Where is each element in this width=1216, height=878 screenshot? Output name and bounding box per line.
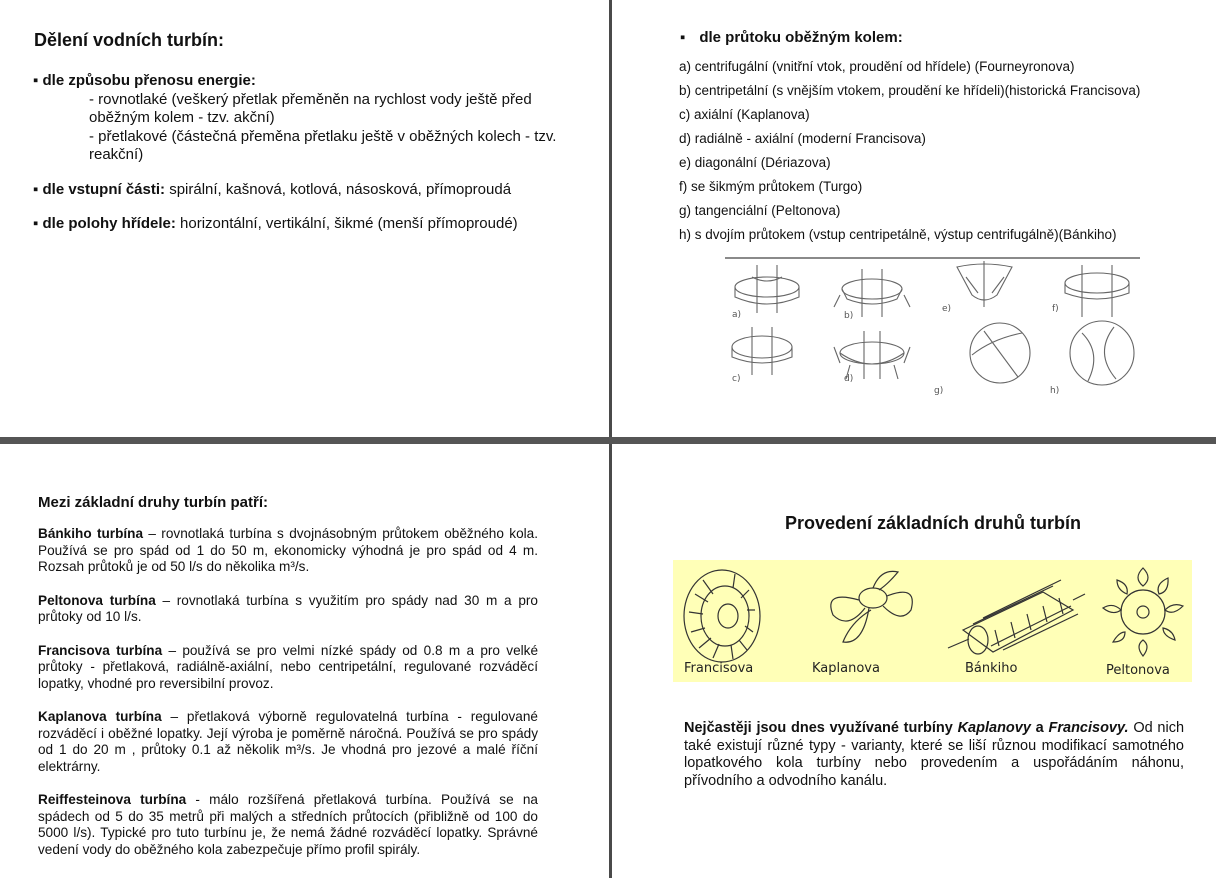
list-item-energy-transfer (33, 72, 593, 165)
list-item: b) centripetální (s vnějším vtokem, proudění ke hřídeli)(historická Francisova) (679, 83, 1141, 98)
label-pelton: Peltonova (1106, 663, 1170, 678)
turbine-usage-paragraph (684, 720, 1184, 790)
list-item: c) axiální (Kaplanova) (679, 107, 810, 122)
francis-runner-icon (684, 570, 760, 662)
sketch-g-icon (970, 323, 1030, 383)
sketch-a-icon (735, 265, 799, 313)
list-item: h) s dvojím průtokem (vstup centripetálně, výstup centrifugálně)(Bánkiho) (679, 227, 1117, 242)
paragraph-banki (38, 526, 538, 576)
list-item: e) diagonální (Dériazova) (679, 155, 831, 170)
list-item: a) centrifugální (vnitřní vtok, proudění od hřídele) (Fourneyronova) (679, 59, 1075, 74)
slide-title-text: dle průtoku oběžným kolem: (699, 29, 903, 46)
para-and: a (1030, 720, 1049, 736)
kaplan-runner-icon (831, 571, 912, 642)
turbine-text: – používá se pro velmi nízké spády od 0.8 m a pro velké průtoky - přetlaková, radiálně-axiální, nebo centripetální, regulované rozváděcí lopatky, vhodné pro reversibilní provoz. (38, 642, 539, 691)
label-francis: Francisova (684, 661, 754, 676)
sub-item-reaction: - přetlakové (částečná přeměna přetlaku ještě v oběžných kolech - tzv. reakční) (89, 127, 557, 163)
para-kaplan: Kaplanovy (957, 720, 1031, 736)
banki-runner-icon (948, 580, 1085, 654)
sketch-label-b: b) (844, 311, 854, 321)
flow-type-list (679, 58, 1140, 250)
turbine-text: – rovnotlaká turbína s dvojnásobným průtokem oběžného kola. Používá se pro spád od 1 do 50 m, ekonomicky výhodná je pro spád od 4 m. Rozsah průtoků je od 50 l/s do několika m³/s. (38, 526, 538, 574)
list-item-inlet (33, 181, 593, 200)
para-francis: Francisovy. (1048, 720, 1129, 736)
paragraph-pelton (38, 593, 538, 626)
turbine-descriptions (38, 526, 538, 875)
horizontal-divider (0, 437, 1216, 444)
sub-item-impulse: - rovnotlaké (veškerý přetlak přeměněn na rychlost vody ještě před oběžným kolem - tzv. akční) (89, 90, 532, 126)
sketch-label-d: d) (844, 374, 854, 384)
sketch-e-icon (957, 261, 1012, 307)
flow-type-sketches (722, 255, 1142, 405)
slide-title: Mezi základní druhy turbín patří: (38, 494, 269, 511)
sketch-label-e: e) (942, 304, 952, 314)
item-text: spirální, kašnová, kotlová, násosková, přímoproudá (165, 180, 512, 198)
turbine-text: – rovnotlaká turbína s využitím pro spády nad 30 m a pro průtoky od 10 l/s. (38, 592, 538, 624)
turbine-name: Francisova turbína (38, 642, 163, 658)
turbine-name: Bánkiho turbína (38, 526, 144, 541)
slide-turbine-designs (612, 444, 1216, 878)
sketch-label-h: h) (1050, 386, 1060, 396)
para-lead: Nejčastěji jsou dnes využívané turbíny (684, 720, 958, 736)
item-heading: dle polohy hřídele: (42, 215, 176, 232)
item-text: horizontální, vertikální, šikmé (menší přímoproudé) (175, 215, 518, 232)
sketch-h-icon (1070, 321, 1134, 385)
bullet: ▪ (33, 72, 39, 89)
sketch-label-a: a) (732, 310, 742, 320)
item-heading: dle způsobu přenosu energie: (42, 72, 256, 89)
para-rest: Od nich také existují různé typy - varianty, které se liší různou modifikací samotného lopatkového kola turbíny nebo provedením a uspořádáním náhonu, přívodního a odvodního kanálu. (684, 720, 1185, 789)
sketch-label-f: f) (1052, 304, 1059, 314)
slide-basic-turbines (0, 444, 609, 878)
label-banki: Bánkiho (965, 661, 1018, 676)
paragraph-kaplan (38, 709, 538, 775)
paragraph-francis (38, 643, 538, 693)
turbine-text: – přetlaková výborně regulovatelná turbína - regulované rozváděcí i oběžné lopatky. Její výroba je poměrně náročná. Používá se pro spády od 1 do 20 m , průtoky 0.1 až několik m³/s. Je vhodná pro jezové a malé říční elektrárny. (38, 709, 538, 774)
slide-flow-types (612, 0, 1216, 437)
slide-title (680, 29, 903, 46)
slide-turbine-division (0, 0, 609, 437)
turbine-division-list (33, 72, 593, 250)
sketch-b-icon (834, 269, 910, 317)
list-item: d) radiálně - axiální (moderní Francisova) (679, 131, 926, 146)
turbine-illustration-banner (673, 560, 1192, 682)
sketch-f-icon (1065, 265, 1129, 317)
sketch-label-g: g) (934, 386, 944, 396)
turbine-name: Peltonova turbína (38, 592, 156, 608)
pelton-runner-icon (1103, 568, 1183, 656)
turbine-name: Reiffesteinova turbína (38, 792, 187, 807)
label-kaplan: Kaplanova (812, 661, 880, 676)
list-item-shaft (33, 215, 593, 234)
slide-title: Dělení vodních turbín: (34, 30, 225, 50)
sketch-label-c: c) (732, 374, 741, 384)
slide-title: Provedení základních druhů turbín (784, 513, 1082, 533)
turbine-text: - málo rozšířená přetlaková turbína. Používá se na spádech od 5 do 35 metrů při malých a středních průtocích (přibližně od 100 do 5000 l/s). Typické pro tuto turbínu je, že nemá žádné rozváděcí lopatky. Správné vedení vody do oběžného kola zabezpečuje přímo profil spirály. (38, 792, 538, 857)
bullet: ▪ (33, 180, 39, 198)
sketch-d-icon (834, 331, 910, 379)
turbine-name: Kaplanova turbína (38, 709, 162, 724)
list-item: g) tangenciální (Peltonova) (679, 203, 841, 218)
sketch-c-icon (732, 327, 792, 375)
bullet: ▪ (33, 215, 39, 232)
bullet: ▪ (680, 29, 686, 46)
paragraph-reiffestein (38, 792, 538, 858)
list-item: f) se šikmým průtokem (Turgo) (679, 179, 863, 194)
item-heading: dle vstupní části: (42, 180, 166, 198)
